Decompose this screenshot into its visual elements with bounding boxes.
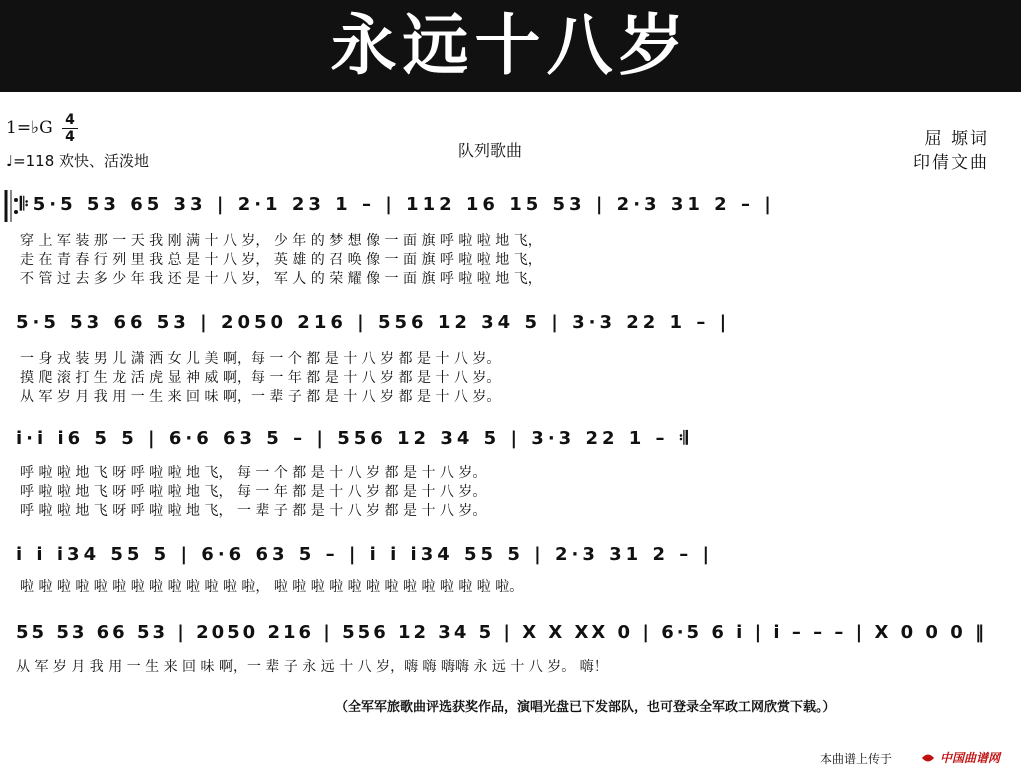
lyric-verse-3: 不 管 过 去 多 少 年 我 还 是 十 八 岁， 军 人 的 荣 耀 像 一 面 旗 呼 啦 啦 地 飞， [20, 271, 542, 287]
lyrics-block-2 [20, 350, 500, 407]
lyricist-credit: 屈 塬词 [924, 129, 989, 149]
notation-line-1 [4, 186, 1014, 226]
lyric-verse-2: 走 在 青 春 行 列 里 我 总 是 十 八 岁， 英 雄 的 召 唤 像 一 面 旗 呼 啦 啦 地 飞， [20, 252, 542, 268]
notation-line-3 [4, 420, 1014, 460]
lyric-verse-1: 穿 上 军 装 那 一 天 我 刚 满 十 八 岁， 少 年 的 梦 想 像 一 面 旗 呼 啦 啦 地 飞， [20, 233, 542, 249]
genre-label: 队列歌曲 [458, 141, 523, 160]
notation-line-4 [4, 536, 1014, 576]
notation-line-1-text: 𝄆5·5 53 65 33 | 2·1 23 1 – | 112 16 15 53 | 2·3 31 2 – | [20, 194, 775, 215]
title-banner [0, 0, 1021, 92]
lyrics-block-1 [20, 232, 542, 289]
logo-text: 中国曲谱网 [940, 751, 1001, 765]
site-logo[interactable] [918, 748, 1014, 768]
lyric-verse-1: 从 军 岁 月 我 用 一 生 来 回 味 啊，一 辈 子 永 远 十 八 岁，嗨 嗨 嗨嗨 永 远 十 八 岁。 嗨！ [16, 659, 608, 675]
lyric-verse-3: 从 军 岁 月 我 用 一 生 来 回 味 啊，一 辈 子 都 是 十 八 岁 都 是 十 八 岁。 [20, 389, 501, 405]
lyric-verse-1: 啦 啦 啦 啦 啦 啦 啦 啦 啦 啦 啦 啦 啦， 啦 啦 啦 啦 啦 啦 啦 啦 啦 啦 啦 啦 啦。 [20, 579, 524, 595]
song-title: 永远十八岁 [330, 7, 691, 84]
key-signature: 1=♭G [6, 118, 53, 138]
footnote: （全军军旅歌曲评选获奖作品，演唱光盘已下发部队，也可登录全军政工网欣赏下载。） [335, 700, 836, 715]
lyric-verse-1: 呼 啦 啦 地 飞 呀 呼 啦 啦 地 飞， 每 一 个 都 是 十 八 岁 都 是 十 八 岁。 [20, 465, 487, 481]
lyrics-block-5 [16, 658, 608, 677]
lyric-verse-2: 摸 爬 滚 打 生 龙 活 虎 显 神 威 啊，每 一 年 都 是 十 八 岁 都 是 十 八 岁。 [20, 370, 501, 386]
notation-line-5 [4, 614, 1014, 654]
time-signature-top: 4 [65, 112, 75, 128]
notation-line-5-text: 55 53 66 53 | 2050 216 | 556 12 34 5 | X X XX 0 | 6·5 6 i | i – – – | X 0 0 0 ‖ [16, 622, 988, 643]
time-signature-bottom: 4 [65, 129, 75, 145]
lyric-verse-1: 一 身 戎 装 男 儿 潇 洒 女 儿 美 啊，每 一 个 都 是 十 八 岁 都 是 十 八 岁。 [20, 351, 501, 367]
composer-credit: 印倩文曲 [913, 153, 989, 173]
lyric-verse-3: 呼 啦 啦 地 飞 呀 呼 啦 啦 地 飞， 一 辈 子 都 是 十 八 岁 都 是 十 八 岁。 [20, 503, 487, 519]
notation-line-2-text: 5·5 53 66 53 | 2050 216 | 556 12 34 5 | 3·3 22 1 – | [16, 312, 731, 333]
notation-line-2 [4, 304, 1014, 344]
tempo-marking: ♩=118 欢快、活泼地 [6, 152, 150, 170]
lyrics-block-4 [20, 578, 523, 597]
notation-line-3-text: i·i i6 5 5 | 6·6 63 5 – | 556 12 34 5 | 3·3 22 1 – 𝄇 [16, 428, 692, 449]
time-signature [62, 113, 78, 144]
upload-note: 本曲谱上传于 [820, 752, 893, 766]
notation-line-4-text: i i i34 55 5 | 6·6 63 5 – | i i i34 55 5 | 2·3 31 2 – | [16, 544, 714, 565]
logo-icon [920, 751, 936, 765]
lyrics-block-3 [20, 464, 486, 521]
lyric-verse-2: 呼 啦 啦 地 飞 呀 呼 啦 啦 地 飞， 每 一 年 都 是 十 八 岁 都 是 十 八 岁。 [20, 484, 487, 500]
